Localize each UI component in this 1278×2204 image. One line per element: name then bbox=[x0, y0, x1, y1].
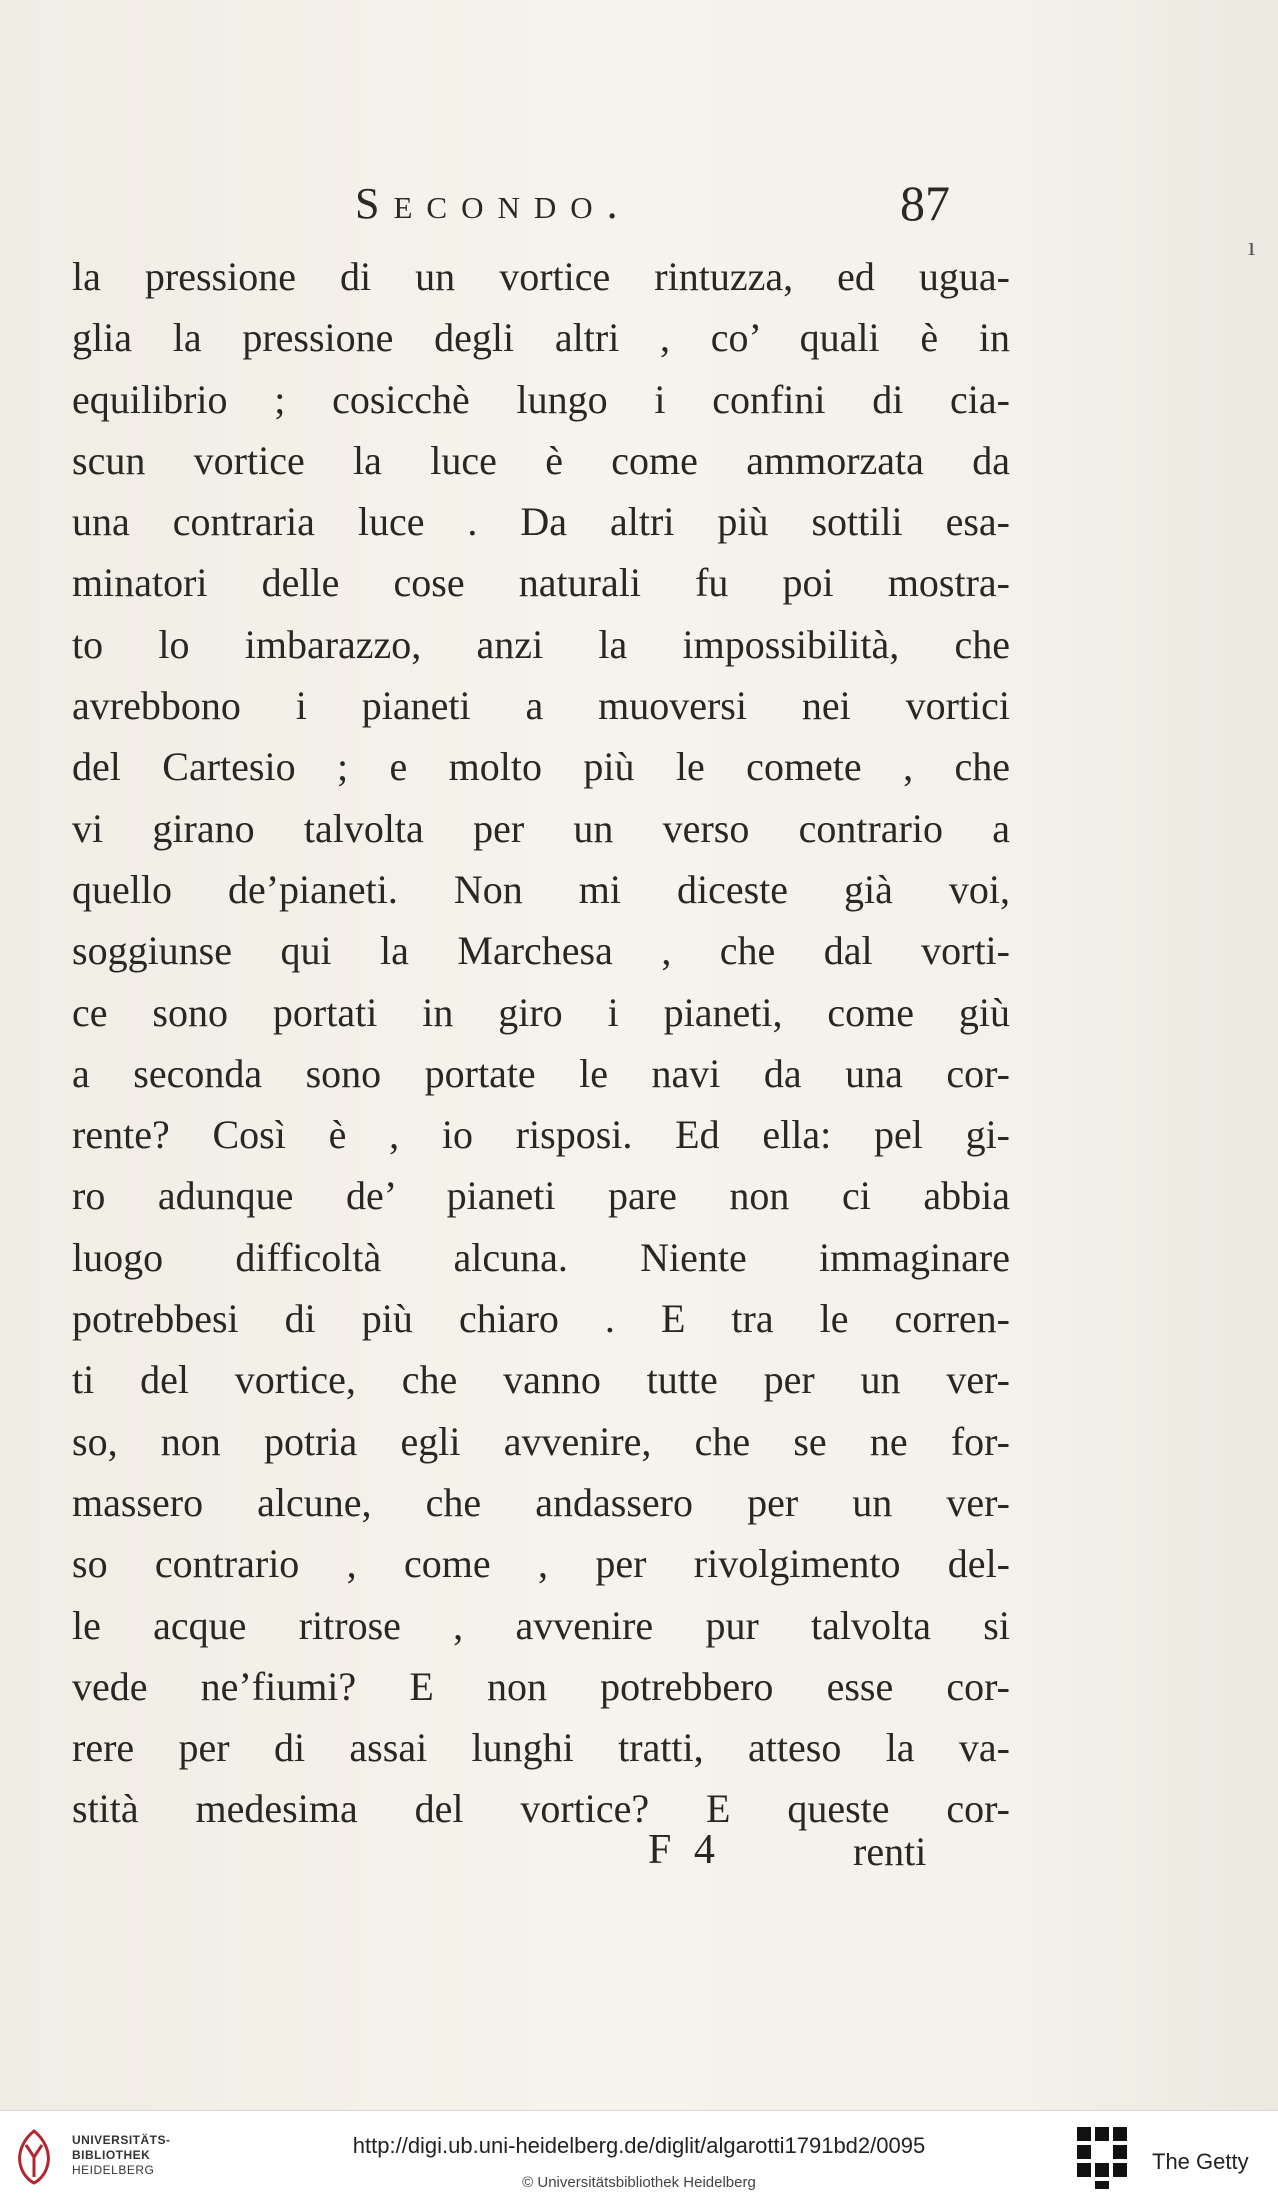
copyright-notice: © Universitätsbibliothek Heidelberg bbox=[522, 2174, 756, 2191]
text-line: glia la pressione degli altri , co’ quali è in bbox=[72, 315, 1010, 361]
text-line: so contrario , come , per rivolgimento del- bbox=[72, 1541, 1010, 1587]
text-line: stità medesima del vortice? E queste cor- bbox=[72, 1786, 1010, 1832]
digitization-footer bbox=[0, 2110, 1278, 2204]
text-line: luogo difficoltà alcuna. Niente immaginare bbox=[72, 1234, 1010, 1280]
text-line: soggiunse qui la Marchesa , che dal vorti- bbox=[72, 928, 1010, 974]
body-text bbox=[72, 246, 1010, 1840]
text-line: del Cartesio ; e molto più le comete , che bbox=[72, 744, 1010, 790]
text-line: to lo imbarazzo, anzi la impossibilità, che bbox=[72, 621, 1010, 667]
text-line: potrebbesi di più chiaro . E tra le corren- bbox=[72, 1296, 1010, 1342]
signature-mark: F 4 bbox=[648, 1827, 721, 1873]
text-line: ce sono portati in giro i pianeti, come giù bbox=[72, 989, 1010, 1035]
text-line: le acque ritrose , avvenire pur talvolta si bbox=[72, 1602, 1010, 1648]
margin-mark: ı bbox=[1248, 232, 1256, 261]
text-line: scun vortice la luce è come ammorzata da bbox=[72, 437, 1010, 483]
text-line: rente? Così è , io risposi. Ed ella: pel gi- bbox=[72, 1112, 1010, 1158]
running-head bbox=[0, 175, 1278, 238]
text-line: una contraria luce . Da altri più sottili esa- bbox=[72, 499, 1010, 545]
getty-logo-icon bbox=[1075, 2125, 1131, 2191]
page-number: 87 bbox=[900, 175, 950, 231]
text-line: a seconda sono portate le navi da una cor- bbox=[72, 1050, 1010, 1096]
text-line: la pressione di un vortice rintuzza, ed ugua- bbox=[72, 254, 1010, 299]
text-line: equilibrio ; cosicchè lungo i confini di cia- bbox=[72, 376, 1010, 422]
text-line: vi girano talvolta per un verso contrario a bbox=[72, 805, 1010, 851]
text-line: quello de’pianeti. Non mi diceste già voi, bbox=[72, 866, 1010, 912]
catchword: renti bbox=[853, 1829, 927, 1874]
library-name: UNIVERSITÄTS- BIBLIOTHEK HEIDELBERG bbox=[72, 2133, 171, 2177]
text-line: massero alcune, che andassero per un ver- bbox=[72, 1479, 1010, 1525]
partner-name: The Getty bbox=[1152, 2149, 1249, 2174]
permalink-url[interactable]: http://digi.ub.uni-heidelberg.de/diglit/algarotti1791bd2/0095 bbox=[352, 2133, 926, 2158]
text-line: ti del vortice, che vanno tutte per un ver- bbox=[72, 1357, 1010, 1403]
text-line: ro adunque de’ pianeti pare non ci abbia bbox=[72, 1173, 1010, 1219]
text-line: so, non potria egli avvenire, che se ne for- bbox=[72, 1418, 1010, 1464]
text-line: avrebbono i pianeti a muoversi nei vortici bbox=[72, 683, 1010, 729]
text-line: rere per di assai lunghi tratti, atteso la va- bbox=[72, 1725, 1010, 1771]
text-line: minatori delle cose naturali fu poi mostra- bbox=[72, 560, 1010, 606]
running-head-title: Secondo. bbox=[355, 179, 632, 228]
text-line: vede ne’fiumi? E non potrebbero esse cor- bbox=[72, 1663, 1010, 1709]
